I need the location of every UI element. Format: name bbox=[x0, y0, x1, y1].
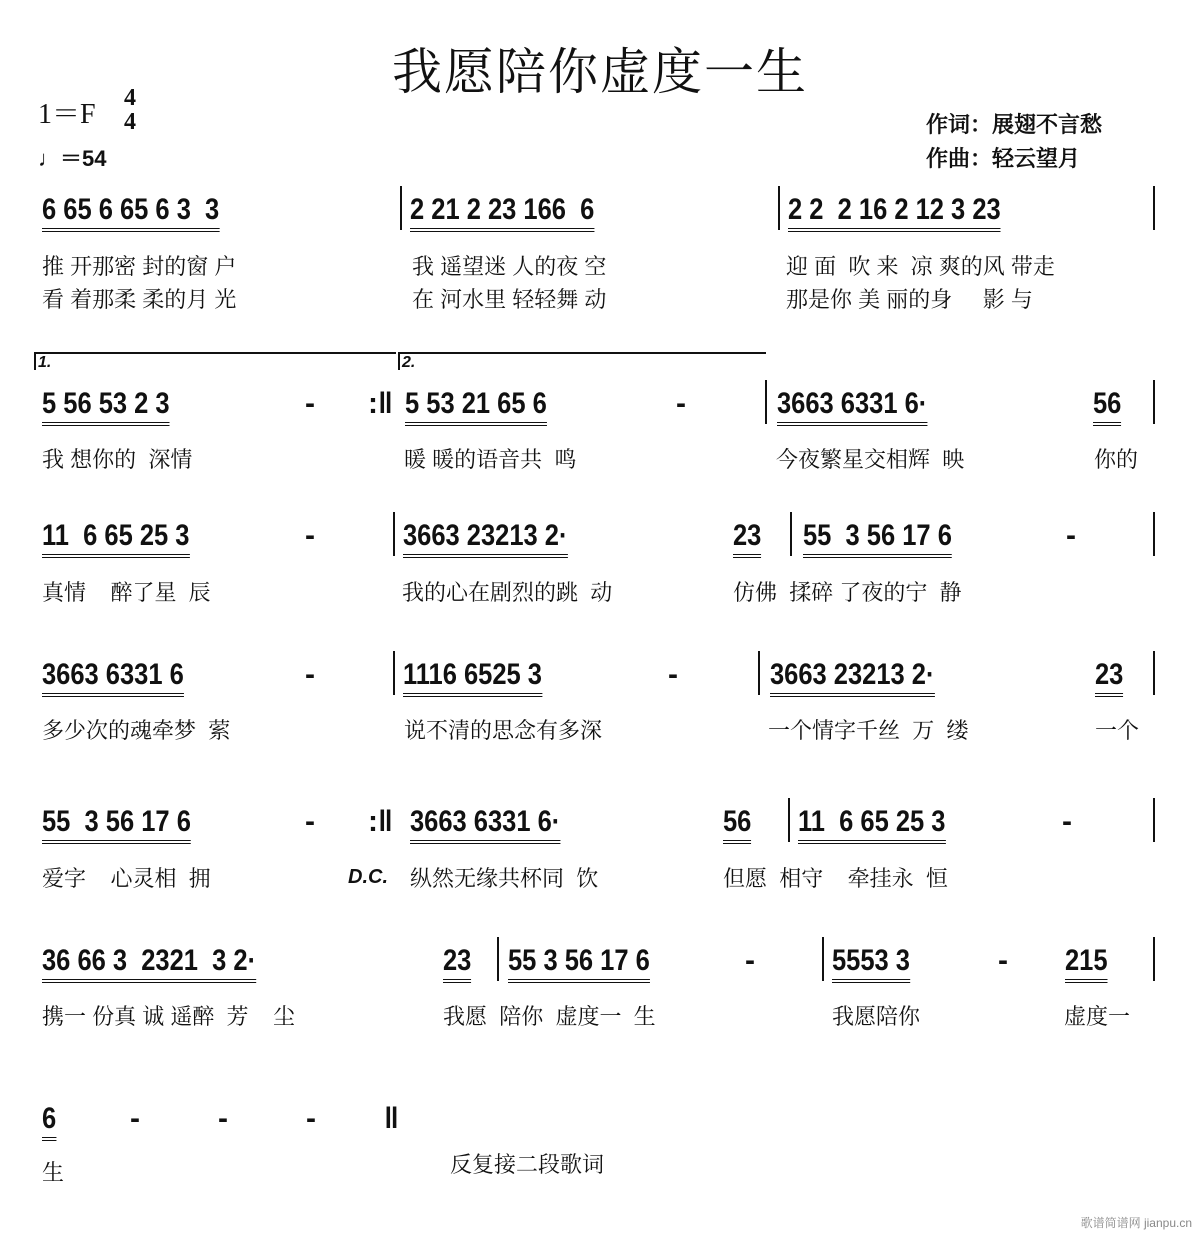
lyric-line-1: 纵然无缘共杯同 饮 bbox=[410, 866, 599, 891]
sustain-dash: - bbox=[668, 658, 678, 691]
note-group: 55 3 56 17 6 bbox=[42, 806, 191, 844]
bar-line bbox=[790, 512, 792, 556]
lyric-line-1: 生 bbox=[42, 1160, 65, 1185]
lyric-line-1: 我的心在剧烈的跳 动 bbox=[402, 580, 613, 605]
note-group: 6 bbox=[42, 1103, 56, 1141]
sustain-dash: - bbox=[745, 944, 755, 977]
bar-line bbox=[778, 186, 780, 230]
time-bottom: 4 bbox=[124, 109, 136, 135]
sustain-dash: - bbox=[998, 944, 1008, 977]
bar-line bbox=[393, 651, 395, 695]
volta-bracket bbox=[34, 352, 396, 370]
note-group: 5 53 21 65 6 bbox=[405, 388, 547, 426]
bar-line bbox=[1153, 380, 1155, 424]
repeat-sign: :‖ bbox=[368, 805, 393, 838]
key-signature: 1＝F bbox=[38, 99, 96, 130]
bar-line bbox=[788, 798, 790, 842]
bar-line bbox=[1153, 186, 1155, 230]
bar-line bbox=[765, 380, 767, 424]
sustain-dash: - bbox=[1062, 805, 1072, 838]
lyric-line-1: 我愿陪你 bbox=[832, 1004, 921, 1029]
lyric-line-1: 但愿 相守 牵挂永 恒 bbox=[723, 866, 948, 891]
note-group: 1116 6525 3 bbox=[403, 659, 542, 697]
note-group: 23 bbox=[1095, 659, 1123, 697]
final-barline: ‖ bbox=[384, 1102, 399, 1135]
note-group: 3663 6331 6· bbox=[410, 806, 560, 844]
lyric-line-1: 我 想你的 深情 bbox=[42, 447, 193, 472]
sustain-dash: - bbox=[306, 1102, 316, 1135]
song-title: 我愿陪你虚度一生 bbox=[392, 44, 808, 100]
note-group: 5 56 53 2 3 bbox=[42, 388, 170, 426]
note-group: 3663 6331 6 bbox=[42, 659, 184, 697]
lyric-line-1: 携一 份真 诚 遥醉 芳 尘 bbox=[42, 1004, 296, 1029]
note-group: 23 bbox=[443, 945, 471, 983]
sustain-dash: - bbox=[305, 387, 315, 420]
sustain-dash: - bbox=[676, 387, 686, 420]
volta-label: 2. bbox=[402, 354, 416, 371]
repeat-sign: :‖ bbox=[368, 387, 393, 420]
bar-line bbox=[1153, 798, 1155, 842]
lyric-line-2: 那是你 美 丽的身 影 与 bbox=[786, 287, 1033, 312]
lyric-line-1: 我 遥望迷 人的夜 空 bbox=[412, 254, 607, 279]
lyric-line-1: 说不清的思念有多深 bbox=[404, 718, 603, 743]
note-group: 3663 6331 6· bbox=[777, 388, 927, 426]
sustain-dash: - bbox=[130, 1102, 140, 1135]
bar-line bbox=[1153, 512, 1155, 556]
lyric-line-1: 迎 面 吹 来 凉 爽的风 带走 bbox=[786, 254, 1055, 279]
lyric-line-1: 暖 暖的语音共 鸣 bbox=[404, 447, 577, 472]
lyric-line-1: 真情 醉了星 辰 bbox=[42, 580, 211, 605]
note-group: 3663 23213 2· bbox=[403, 520, 567, 558]
lyric-line-1: 多少次的魂牵梦 萦 bbox=[42, 718, 231, 743]
lyric-line-1: 今夜繁星交相辉 映 bbox=[776, 447, 965, 472]
da-capo-mark: D.C. bbox=[348, 866, 388, 888]
note-group: 2 21 2 23 166 6 bbox=[410, 194, 594, 232]
bar-line bbox=[822, 937, 824, 981]
tempo-mark: ♩＝54 bbox=[38, 146, 107, 171]
note-group: 23 bbox=[733, 520, 761, 558]
lyric-line-1: 一个情字千丝 万 缕 bbox=[768, 718, 969, 743]
time-signature bbox=[124, 86, 136, 134]
sustain-dash: - bbox=[218, 1102, 228, 1135]
composer-credit: 作曲：轻云望月 bbox=[926, 146, 1081, 171]
sustain-dash: - bbox=[305, 805, 315, 838]
note-group: 55 3 56 17 6 bbox=[508, 945, 650, 983]
sustain-dash: - bbox=[305, 658, 315, 691]
lyric-line-1: 虚度一 bbox=[1064, 1004, 1131, 1029]
note-group: 5553 3 bbox=[832, 945, 910, 983]
note-group: 55 3 56 17 6 bbox=[803, 520, 952, 558]
bar-line bbox=[1153, 651, 1155, 695]
sustain-dash: - bbox=[305, 519, 315, 552]
note-group: 11 6 65 25 3 bbox=[42, 520, 189, 558]
bar-line bbox=[393, 512, 395, 556]
sustain-dash: - bbox=[1066, 519, 1076, 552]
note-group: 56 bbox=[1093, 388, 1121, 426]
lyric-line-1: 你的 bbox=[1094, 447, 1139, 472]
bar-line bbox=[400, 186, 402, 230]
note-group: 3663 23213 2· bbox=[770, 659, 934, 697]
lyricist-credit: 作词：展翅不言愁 bbox=[926, 112, 1103, 137]
note-group: 11 6 65 25 3 bbox=[798, 806, 945, 844]
bar-line bbox=[497, 937, 499, 981]
note-group: 6 65 6 65 6 3 3 bbox=[42, 194, 219, 232]
lyric-line-2: 看 着那柔 柔的月 光 bbox=[42, 287, 237, 312]
performance-note: 反复接二段歌词 bbox=[450, 1152, 605, 1177]
bar-line bbox=[758, 651, 760, 695]
lyric-line-1: 一个 bbox=[1095, 718, 1140, 743]
volta-label: 1. bbox=[38, 354, 52, 371]
note-group: 215 bbox=[1065, 945, 1108, 983]
note-group: 56 bbox=[723, 806, 751, 844]
lyric-line-1: 推 开那密 封的窗 户 bbox=[42, 254, 237, 279]
lyric-line-1: 爱字 心灵相 拥 bbox=[42, 866, 211, 891]
lyric-line-1: 仿佛 揉碎 了夜的宁 静 bbox=[733, 580, 962, 605]
time-top: 4 bbox=[124, 85, 136, 111]
volta-bracket bbox=[398, 352, 766, 370]
note-group: 36 66 3 2321 3 2· bbox=[42, 945, 256, 983]
lyric-line-2: 在 河水里 轻轻舞 动 bbox=[412, 287, 607, 312]
note-group: 2 2 2 16 2 12 3 23 bbox=[788, 194, 1001, 232]
bar-line bbox=[1153, 937, 1155, 981]
lyric-line-1: 我愿 陪你 虚度一 生 bbox=[443, 1004, 656, 1029]
watermark: 歌谱简谱网 jianpu.cn bbox=[1080, 1216, 1192, 1230]
